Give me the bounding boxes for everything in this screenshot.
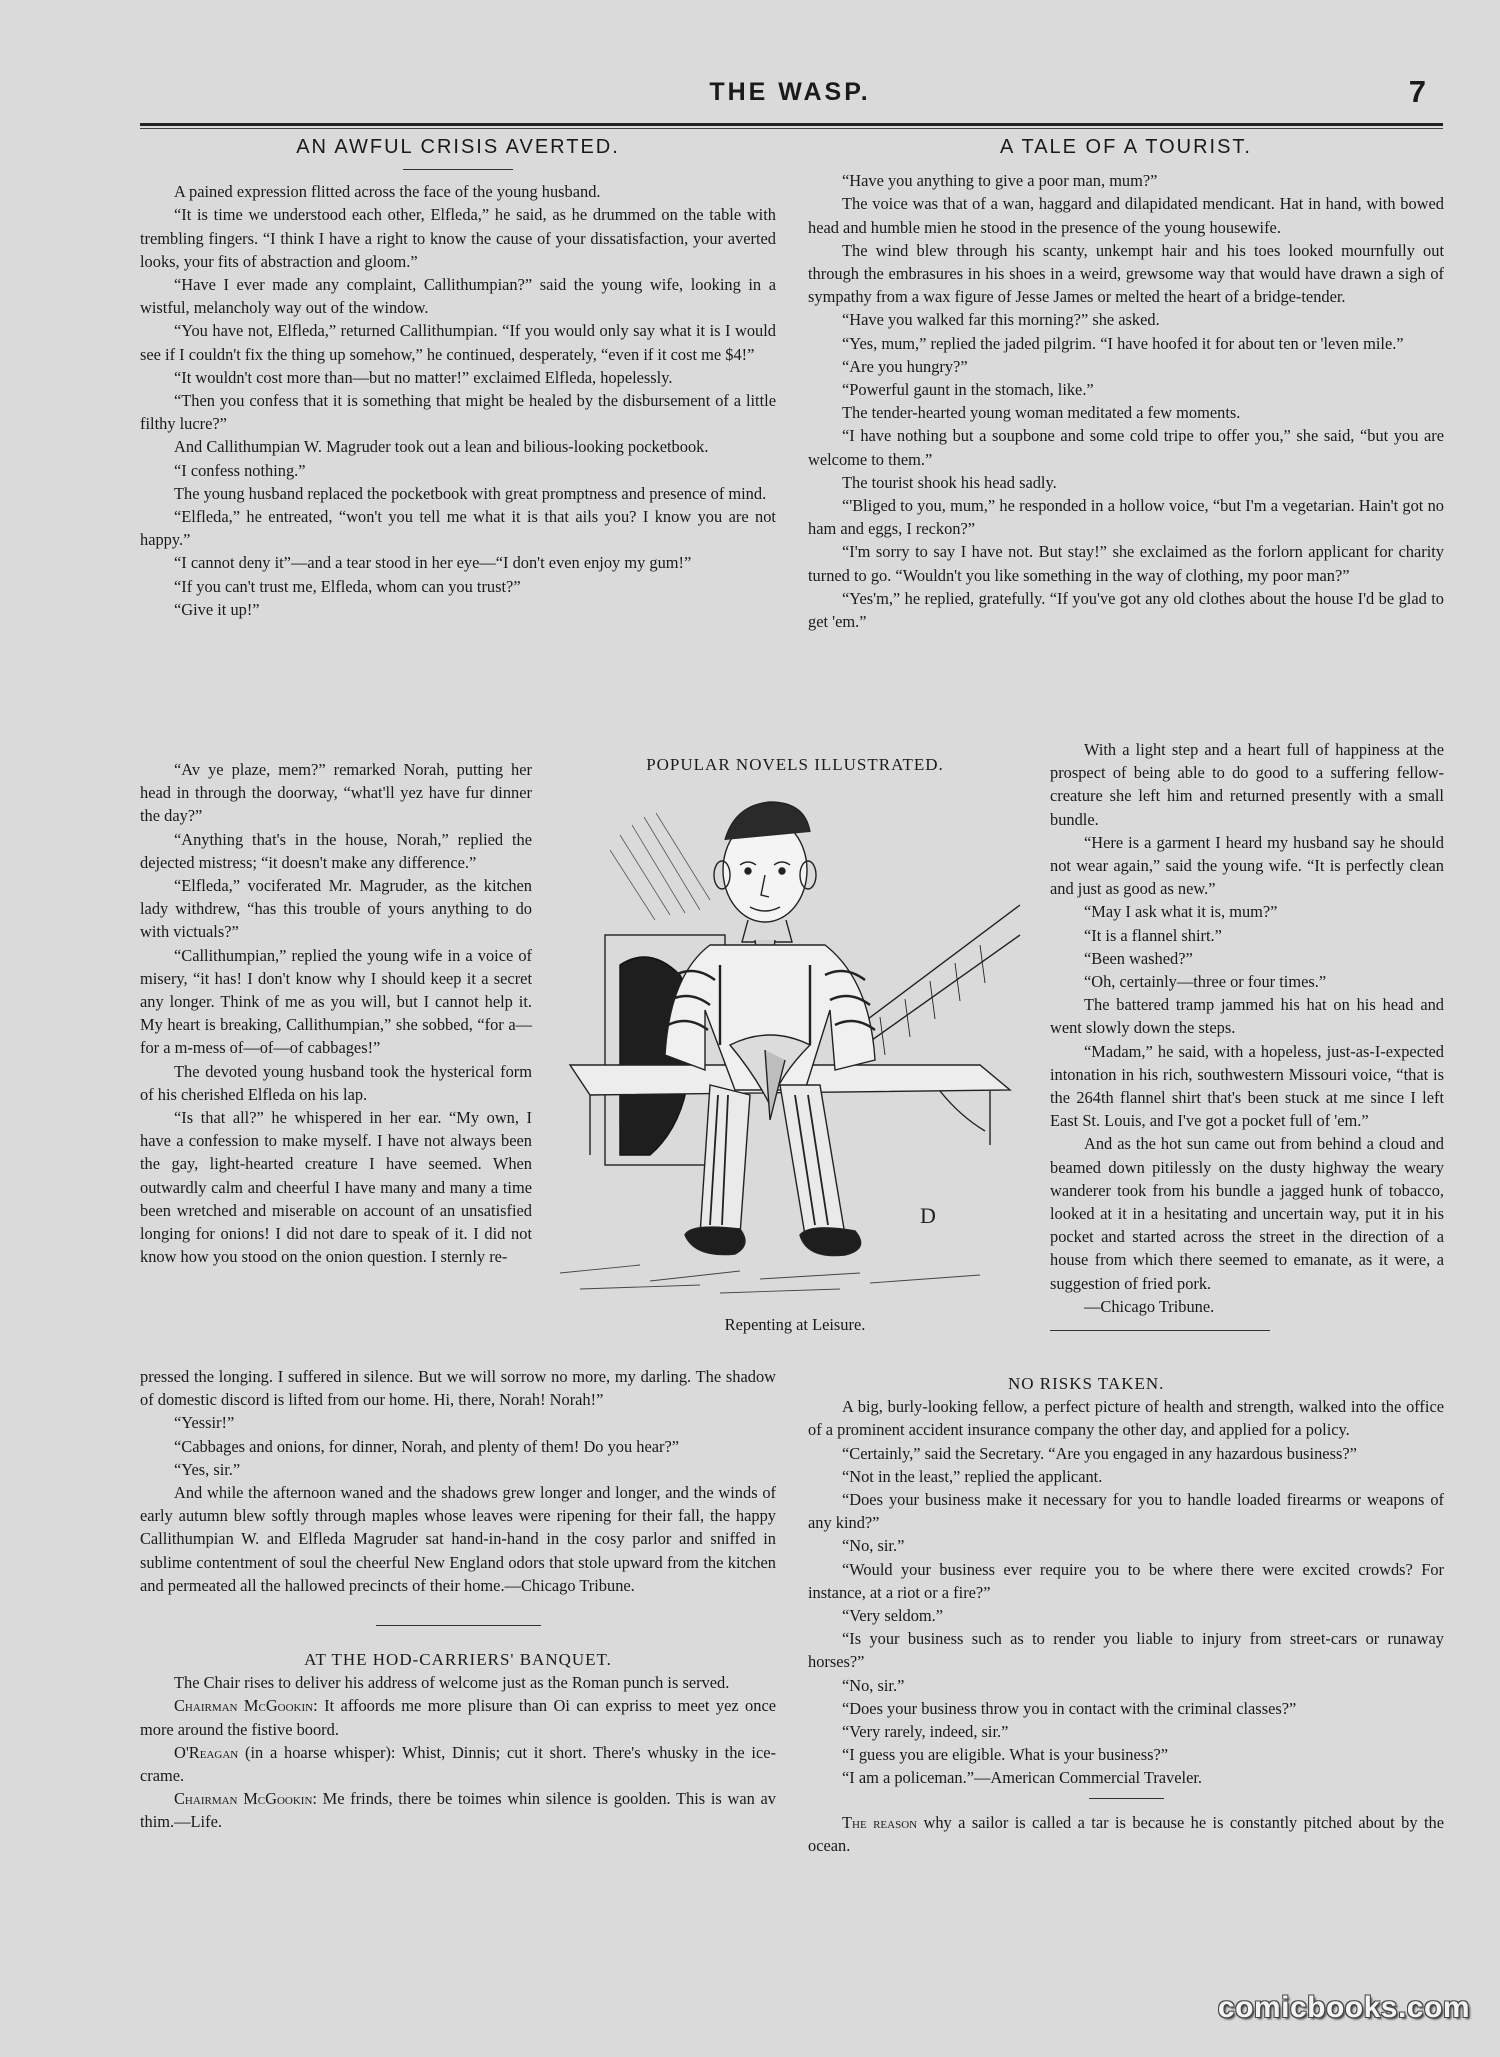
paragraph: “No, sir.” (842, 1675, 905, 1695)
paragraph: “Yes, mum,” replied the jaded pilgrim. “I have hoofed it for about ten or 'leven mile.” (842, 333, 1404, 353)
paragraph: “Very seldom.” (842, 1606, 944, 1626)
illustration-caption: Repenting at Leisure. (724, 1315, 866, 1334)
paragraph: “Have I ever made any complaint, Callithumpian?” said the young wife, looking in a wistful, melancholy way out of the window. (140, 275, 776, 318)
paragraph: “Elfleda,” vociferated Mr. Magruder, as the kitchen lady withdrew, “has this trouble of yours anything to do with victuals?” (140, 876, 532, 942)
paragraph: “Anything that's in the house, Norah,” replied the dejected mistress; “it doesn't make any difference.” (140, 829, 532, 872)
dialogue-line (140, 1787, 776, 1833)
article-awful-crisis (140, 136, 776, 621)
watermark: comicbooks.com (1217, 1991, 1470, 2024)
masthead-rule-thin (140, 128, 1443, 129)
paragraph: “Been washed?” (1084, 948, 1193, 968)
article-awful-crisis-end (140, 1365, 776, 1834)
paragraph: “Is that all?” he whispered in her ear. “My own, I have a confession to make myself. I have not always been the gay, light-hearted creature I have seemed. When outwardly calm and cheerful I have many and many a time been wretched and miserable on account of an unsatisfied longing for onions! I did not dare to speak of it. I did not know how you stood on the onion question. I sternly re- (140, 1108, 532, 1267)
paragraph: “Yessir!” (174, 1413, 235, 1433)
paragraph: “Callithumpian,” replied the young wife in a voice of misery, “it has! I don't know why I should keep it a secret any longer. Think of me as you will, but I cannot help it. My heart is breaking, Callithumpian,” she sobbed, “for a—for a m-mess of—of—of cabbages!” (140, 945, 532, 1058)
paragraph: “Av ye plaze, mem?” remarked Norah, putting her head in through the doorway, “what'll yez have fur dinner the day?” (140, 760, 532, 826)
page-number: 7 (1408, 74, 1426, 109)
dialogue-text: (in a hoarse whisper): Whist, Dinnis; cut it short. There's whusky in the ice-crame. (140, 1742, 776, 1786)
article-heading: A TALE OF A TOURIST. (1000, 136, 1252, 158)
paragraph: “It wouldn't cost more than—but no matter!” exclaimed Elfleda, hopelessly. (174, 367, 673, 387)
paragraph: “You have not, Elfleda,” returned Callithumpian. “If you would only say what it is I would see if I couldn't fix the thing up somehow,” he continued, desperately, “even if it cost me $4!” (140, 321, 776, 364)
dialogue-line (140, 1741, 776, 1787)
speaker: Chairman McGookin: (174, 1696, 318, 1716)
paragraph: The battered tramp jammed his hat on his head and went slowly down the steps. (1050, 995, 1444, 1038)
paragraph: The devoted young husband took the hysterical form of his cherished Elfleda on his lap. (140, 1061, 532, 1104)
dialogue-text: Me frinds, there be toimes whin silence is goolden. This is wan av thim.—Life. (140, 1789, 777, 1832)
paragraph: “I cannot deny it”—and a tear stood in her eye—“I don't even enjoy my gum!” (174, 553, 692, 573)
paragraph: The tourist shook his head sadly. (842, 472, 1057, 492)
paragraph: “Give it up!” (174, 599, 260, 619)
article-no-risks-taken (808, 1372, 1444, 1857)
paragraph: The tender-hearted young woman meditated a few moments. (842, 403, 1241, 423)
article-hod-carriers-banquet (140, 1648, 776, 1834)
paragraph: “I have nothing but a soupbone and some cold tripe to offer you,” she said, “but you are welcome to them.” (808, 426, 1444, 469)
paragraph: “If you can't trust me, Elfleda, whom can you trust?” (174, 576, 521, 596)
section-divider (1050, 1330, 1270, 1331)
paragraph: And Callithumpian W. Magruder took out a lean and bilious-looking pocketbook. (174, 437, 709, 457)
illustration-heading: POPULAR NOVELS ILLUSTRATED. (646, 755, 944, 774)
paragraph: “I guess you are eligible. What is your business?” (842, 1745, 1169, 1765)
illustration-popular-novels (560, 755, 1030, 1335)
paragraph: And while the afternoon waned and the shadows grew longer and longer, and the winds of early autumn blew softly through maples whose leaves were ripening for their fall, the happy Callithumpian W. and Elfleda Magruder sat hand-in-hand in the cosy parlor and sniffed in sublime contentment of soul the cheerful New England odors that stole upward from the kitchen and permeated all the hallowed precincts of their home.—Chicago Tribune. (140, 1483, 776, 1595)
paragraph: “Very rarely, indeed, sir.” (842, 1722, 1009, 1742)
paragraph: The voice was that of a wan, haggard and dilapidated mendicant. Hat in hand, with bowed head and humble mien he stood in the presence of the young housewife. (808, 194, 1444, 237)
article-tale-of-a-tourist (808, 136, 1444, 633)
paragraph: “Then you confess that it is something that might be healed by the disbursement of a little filthy lucre?” (140, 391, 776, 434)
masthead (140, 74, 1440, 118)
paragraph: The young husband replaced the pocketbook with great promptness and presence of mind. (174, 483, 767, 503)
paragraph: The Chair rises to deliver his address of welcome just as the Roman punch is served. (174, 1673, 730, 1693)
paragraph: “Have you walked far this morning?” she asked. (842, 310, 1160, 330)
speaker: Chairman McGookin: (174, 1789, 317, 1809)
article-heading: NO RISKS TAKEN. (1008, 1374, 1165, 1393)
dialogue-text: It affoords me more plisure than Oi can expriss to meet yez once more around the fistive boord. (140, 1696, 776, 1739)
paragraph: “Yes, sir.” (174, 1459, 241, 1479)
masthead-rule (140, 123, 1443, 126)
article-tale-of-a-tourist-continued (1050, 738, 1444, 1331)
article-heading: AT THE HOD-CARRIERS' BANQUET. (304, 1650, 612, 1670)
paragraph: pressed the longing. I suffered in silence. But we will sorrow no more, my darling. The shadow of domestic discord is lifted from our home. Hi, there, Norah! Norah!” (140, 1367, 776, 1410)
paragraph: “It is a flannel shirt.” (1084, 925, 1222, 945)
artist-signature: D (920, 1203, 936, 1228)
source-credit: —Chicago Tribune. (1084, 1296, 1215, 1316)
paragraph: “I'm sorry to say I have not. But stay!” she exclaimed as the forlorn applicant for charity turned to go. “Wouldn't you like something in the way of clothing, my poor man?” (808, 542, 1444, 585)
paragraph: “May I ask what it is, mum?” (1084, 902, 1278, 922)
paragraph: The wind blew through his scanty, unkempt hair and his toes looked mournfully out through the embrasures in his shoes in a weird, grewsome way that would have drawn a sigh of sympathy from a wax figure of Jesse James or melted the heart of a bridge-tender. (808, 240, 1444, 307)
paragraph: “Elfleda,” he entreated, “won't you tell me what it is that ails you? I know you are not happy.” (140, 507, 776, 550)
heading-rule (403, 169, 513, 170)
section-divider (1089, 1798, 1164, 1799)
publication-title: THE WASP. (709, 78, 871, 106)
dialogue-line (140, 1694, 776, 1740)
paragraph: why a sailor is called a tar is because he is constantly pitched about by the ocean. (808, 1812, 1444, 1855)
paragraph: A big, burly-looking fellow, a perfect picture of health and strength, walked into the office of a prominent accident insurance company the other day, and applied for a policy. (808, 1397, 1444, 1440)
paragraph: And as the hot sun came out from behind a cloud and beamed down pitilessly on the dusty highway the weary wanderer took from his bundle a jagged hunk of tobacco, looked at it in a hesitating and uncertain way, put it in his pocket and started across the street in the direction of a house from which there seemed to emanate, as it were, a suggestion of fried pork. (1050, 1134, 1444, 1293)
paragraph: “Does your business make it necessary for you to handle loaded firearms or weapons of any kind?” (808, 1490, 1444, 1533)
seated-man-illustration (560, 795, 1030, 1305)
paragraph: “Have you anything to give a poor man, mum?” (842, 171, 1158, 191)
paragraph: “Cabbages and onions, for dinner, Norah, and plenty of them! Do you hear?” (174, 1436, 680, 1456)
paragraph: With a light step and a heart full of happiness at the prospect of being able to do good to a suffering fellow-creature she left him and returned presently with a small bundle. (1050, 740, 1444, 829)
paragraph: “Are you hungry?” (842, 356, 968, 376)
paragraph: A pained expression flitted across the face of the young husband. (174, 182, 601, 202)
paragraph: “Certainly,” said the Secretary. “Are you engaged in any hazardous business?” (842, 1443, 1357, 1463)
paragraph: “Not in the least,” replied the applicant. (842, 1466, 1103, 1486)
paragraph: “Does your business throw you in contact with the criminal classes?” (842, 1698, 1297, 1718)
paragraph: “Yes'm,” he replied, gratefully. “If you've got any old clothes about the house I'd be glad to get 'em.” (808, 588, 1444, 632)
speaker: O'Reagan (174, 1742, 239, 1762)
paragraph: “Is your business such as to render you liable to injury from street-cars or runaway horses?” (808, 1629, 1444, 1672)
paragraph: “Would your business ever require you to be where there were excited crowds? For instance, at a riot or a fire?” (808, 1559, 1444, 1602)
paragraph: “I am a policeman.”—American Commercial Traveler. (842, 1768, 1203, 1788)
paragraph: “Here is a garment I heard my husband say he should not wear again,” said the young wife. “It is perfectly clean and just as good as new.” (1050, 832, 1444, 899)
section-divider (376, 1625, 541, 1626)
paragraph: “No, sir.” (842, 1536, 905, 1556)
paragraph: “I confess nothing.” (174, 460, 306, 480)
lead-in: The reason (842, 1812, 918, 1832)
paragraph: “'Bliged to you, mum,” he responded in a hollow voice, “but I'm a vegetarian. Hain't got no ham and eggs, I reckon?” (808, 496, 1444, 539)
paragraph: “Oh, certainly—three or four times.” (1084, 972, 1327, 992)
paragraph: “It is time we understood each other, Elfleda,” he said, as he drummed on the table with trembling fingers. “I think I have a right to know the cause of your dissatisfaction, your averted looks, your fits of abstraction and gloom.” (140, 205, 776, 271)
article-the-reason (808, 1811, 1444, 1857)
article-awful-crisis-continued (140, 758, 532, 1268)
paragraph: “Powerful gaunt in the stomach, like.” (842, 380, 1094, 400)
paragraph: “Madam,” he said, with a hopeless, just-as-I-expected intonation in his rich, southwestern Missouri voice, “that is the 264th flannel shirt that's been stuck at me since I left East St. Louis, and I've got a pocket full of 'em.” (1050, 1041, 1444, 1131)
article-heading: AN AWFUL CRISIS AVERTED. (296, 136, 620, 158)
